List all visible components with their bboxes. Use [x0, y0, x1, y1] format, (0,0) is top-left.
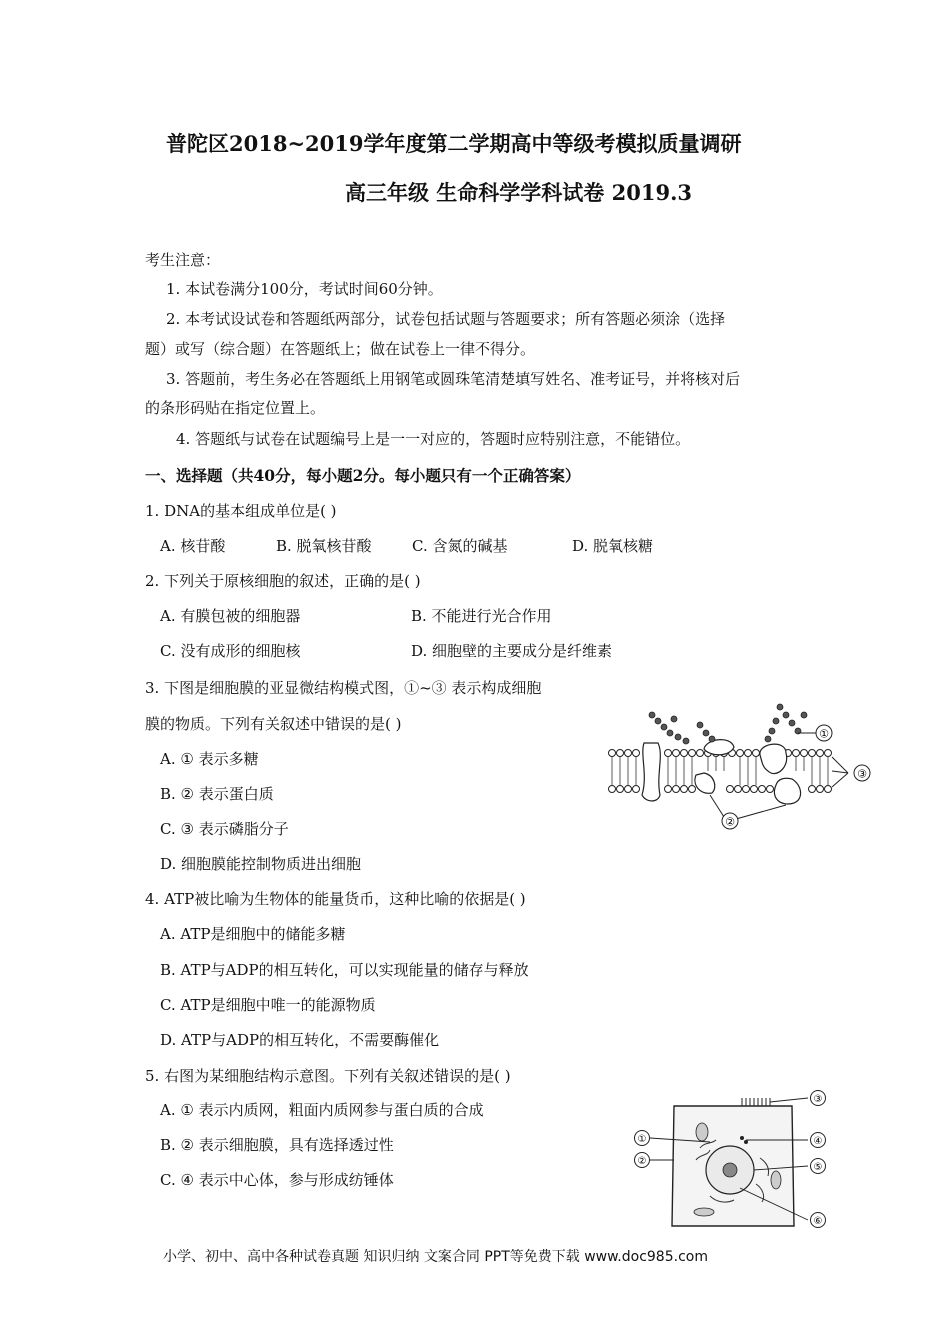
notice-item-3b: 的条形码贴在指定位置上。 [145, 399, 326, 417]
q3-option-c: C. ③ 表示磷脂分子 [160, 820, 289, 838]
cell-label-5: ⑤ [813, 1162, 823, 1173]
q3-stem-line2: 膜的物质。下列有关叙述中错误的是( ) [145, 715, 402, 733]
page-subtitle: 高三年级 生命科学学科试卷 2019.3 [345, 180, 692, 205]
notice-item-1: 1. 本试卷满分100分，考试时间60分钟。 [166, 280, 443, 298]
membrane-label-1: ① [819, 727, 829, 741]
q3-option-d: D. 细胞膜能控制物质进出细胞 [160, 855, 362, 873]
q3-stem-line1: 3. 下图是细胞膜的亚显微结构模式图，①~③ 表示构成细胞 [145, 679, 542, 697]
q2-option-d: D. 细胞壁的主要成分是纤维素 [411, 642, 613, 660]
q1-option-c: C. 含氮的碱基 [412, 537, 508, 555]
q1-stem: 1. DNA的基本组成单位是( ) [145, 502, 337, 520]
q5-stem: 5. 右图为某细胞结构示意图。下列有关叙述错误的是( ) [145, 1067, 511, 1085]
q2-option-a: A. 有膜包被的细胞器 [160, 607, 301, 625]
q3-option-b: B. ② 表示蛋白质 [160, 785, 274, 803]
cell-label-4: ④ [813, 1136, 823, 1147]
cell-structure-diagram [630, 1088, 835, 1233]
q1-option-d: D. 脱氧核糖 [572, 537, 654, 555]
q3-option-a: A. ① 表示多糖 [160, 750, 259, 768]
q4-stem: 4. ATP被比喻为生物体的能量货币，这种比喻的依据是( ) [145, 890, 526, 908]
notice-item-3a: 3. 答题前，考生务必在答题纸上用钢笔或圆珠笔清楚填写姓名、准考证号，并将核对后 [166, 370, 741, 388]
footer-ad: 小学、初中、高中各种试卷真题 知识归纳 文案合同 PPT等免费下载 www.doc985.com [163, 1249, 708, 1265]
section-heading: 一、选择题（共40分，每小题2分。每小题只有一个正确答案） [145, 466, 581, 485]
q1-option-a: A. 核苷酸 [160, 537, 226, 555]
q2-stem: 2. 下列关于原核细胞的叙述，正确的是( ) [145, 572, 421, 590]
q4-option-a: A. ATP是细胞中的储能多糖 [160, 925, 346, 943]
q2-option-c: C. 没有成形的细胞核 [160, 642, 301, 660]
q2-option-b: B. 不能进行光合作用 [411, 607, 552, 625]
notice-heading: 考生注意： [145, 251, 221, 269]
cell-label-6: ⑥ [813, 1216, 823, 1227]
q5-option-a: A. ① 表示内质网，粗面内质网参与蛋白质的合成 [160, 1101, 484, 1119]
cell-label-2: ② [637, 1156, 647, 1167]
q5-option-c: C. ④ 表示中心体，参与形成纺锤体 [160, 1171, 394, 1189]
page-title: 普陀区2018~2019学年度第二学期高中等级考模拟质量调研 [166, 131, 742, 156]
cell-membrane-diagram [600, 695, 880, 835]
notice-item-2b: 题）或写（综合题）在答题纸上；做在试卷上一律不得分。 [145, 340, 536, 358]
q4-option-d: D. ATP与ADP的相互转化，不需要酶催化 [160, 1031, 440, 1049]
cell-label-3: ③ [813, 1094, 823, 1105]
membrane-label-3: ③ [857, 767, 867, 781]
q4-option-c: C. ATP是细胞中唯一的能源物质 [160, 996, 376, 1014]
notice-item-4: 4. 答题纸与试卷在试题编号上是一一对应的，答题时应特别注意，不能错位。 [176, 430, 691, 448]
notice-item-2a: 2. 本考试设试卷和答题纸两部分，试卷包括试题与答题要求；所有答题必须涂（选择 [166, 310, 726, 328]
membrane-label-2: ② [725, 815, 735, 829]
cell-label-1: ① [637, 1134, 647, 1145]
q1-option-b: B. 脱氧核苷酸 [276, 537, 372, 555]
q4-option-b: B. ATP与ADP的相互转化，可以实现能量的储存与释放 [160, 961, 529, 979]
q5-option-b: B. ② 表示细胞膜，具有选择透过性 [160, 1136, 394, 1154]
